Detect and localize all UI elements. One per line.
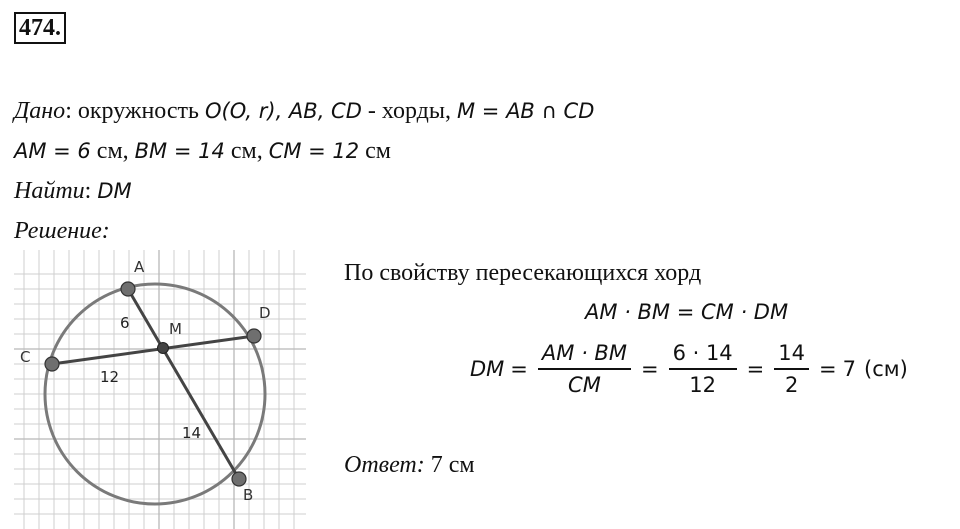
point-a: [121, 282, 135, 296]
eq2-result: 7: [842, 357, 856, 381]
label-c: C: [20, 348, 31, 366]
solution-label: Решение: [14, 218, 102, 244]
answer-value: 7 см: [430, 452, 475, 478]
label-d: D: [259, 304, 271, 322]
given-line-2: AM = 6 см, BM = 14 см, CM = 12 см: [14, 138, 391, 164]
fraction-2-numerator: 6 · 14: [672, 341, 733, 365]
fraction-1-numerator: AM · BM: [541, 341, 627, 365]
label-a: A: [134, 258, 145, 276]
fraction-2-denominator: 12: [669, 368, 737, 400]
problem-number: 474.: [14, 12, 66, 44]
find-label: Найти: [14, 178, 85, 204]
fraction-3-numerator: 14: [778, 341, 806, 365]
solution-label-line: Решение:: [14, 218, 110, 244]
given-intersection: M = AB ∩ CD: [457, 99, 595, 123]
fraction-1: [538, 338, 631, 400]
fraction-2: [669, 338, 737, 400]
eq2-equals-1: =: [510, 357, 528, 381]
chord-cd: [52, 336, 254, 364]
given-label: Дано: [14, 98, 66, 124]
point-c: [45, 357, 59, 371]
point-d: [247, 329, 261, 343]
eq2-equals-4: =: [819, 357, 837, 381]
find-line: Найти: DM: [14, 178, 132, 204]
answer-label: Ответ:: [344, 452, 425, 478]
given-unit-2: см: [230, 138, 257, 164]
eq2-equals-2: =: [640, 357, 659, 381]
given-unit-1: см: [96, 138, 123, 164]
equation-2: [470, 338, 908, 400]
fraction-1-denominator: CM: [538, 368, 631, 400]
fraction-3: [774, 338, 809, 400]
point-m: [158, 343, 169, 354]
label-b: B: [243, 486, 254, 504]
given-bm: BM = 14: [134, 139, 225, 163]
chord-ab: [128, 289, 239, 479]
eq2-equals-3: =: [746, 357, 765, 381]
fraction-3-denominator: 2: [774, 368, 809, 400]
given-am: AM = 6: [14, 139, 91, 163]
segment-label-am: 6: [120, 314, 130, 332]
given-circle: O(O, r), AB, CD: [205, 99, 362, 123]
equation-1: AM · BM = CM · DM: [585, 300, 789, 324]
label-m: M: [169, 320, 182, 338]
given-chords-text: - хорды,: [367, 98, 451, 124]
given-cm: CM = 12: [268, 139, 360, 163]
answer-line: [344, 450, 475, 480]
grid-major: [14, 250, 306, 529]
grid: [14, 250, 306, 529]
segment-label-mb: 14: [182, 424, 202, 442]
chord-figure: [14, 250, 306, 529]
property-text: По свойству пересекающихся хорд: [344, 260, 702, 286]
eq2-result-unit: (см): [864, 357, 908, 381]
given-unit-3: см: [365, 138, 391, 164]
segment-label-cm: 12: [100, 368, 120, 386]
find-value: DM: [97, 179, 132, 203]
given-line-1: Дано: окружность O(O, r), AB, CD - хорды, M = AB ∩ CD: [14, 98, 595, 124]
point-b: [232, 472, 246, 486]
eq2-dm: DM: [470, 357, 505, 381]
